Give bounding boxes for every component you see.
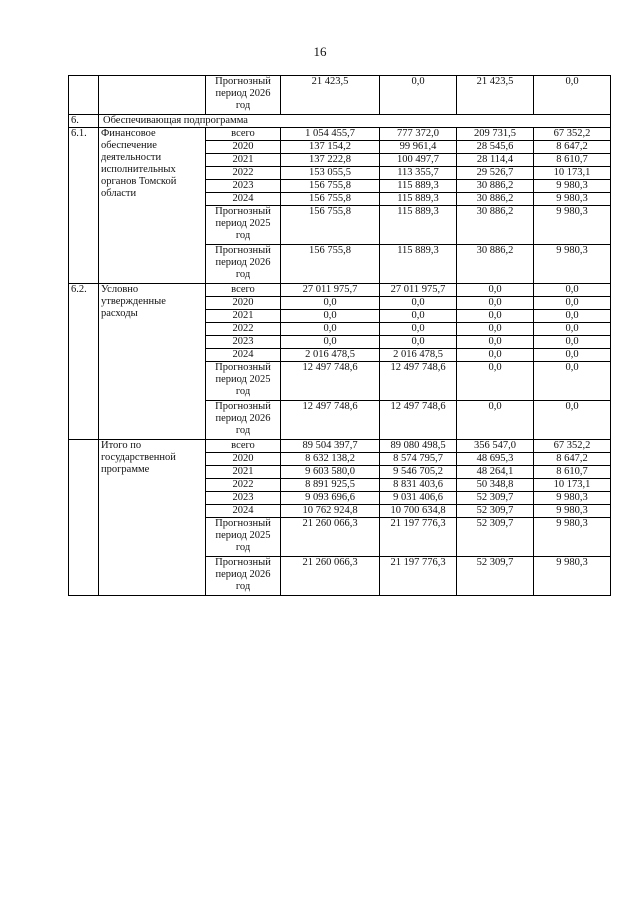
value-cell: 0,0: [534, 310, 611, 323]
value-cell: 137 154,2: [281, 141, 380, 154]
value-cell: 9 980,3: [534, 180, 611, 193]
value-cell: 10 700 634,8: [380, 505, 457, 518]
value-cell: 156 755,8: [281, 206, 380, 245]
value-cell: 12 497 748,6: [281, 401, 380, 440]
value-cell: 9 980,3: [534, 193, 611, 206]
period-cell: 2023: [206, 180, 281, 193]
period-cell: всего: [206, 284, 281, 297]
row-number: 6.2.: [69, 284, 99, 440]
value-cell: 21 423,5: [281, 76, 380, 115]
value-cell: 156 755,8: [281, 245, 380, 284]
value-cell: 21 197 776,3: [380, 518, 457, 557]
value-cell: 0,0: [380, 310, 457, 323]
value-cell: 50 348,8: [457, 479, 534, 492]
row-number: [69, 440, 99, 596]
period-cell: Прогнозный период 2026 год: [206, 401, 281, 440]
value-cell: 356 547,0: [457, 440, 534, 453]
value-cell: 0,0: [534, 323, 611, 336]
table-row: [69, 128, 611, 141]
value-cell: 8 831 403,6: [380, 479, 457, 492]
value-cell: 9 980,3: [534, 505, 611, 518]
period-cell: 2021: [206, 310, 281, 323]
section-row: [69, 115, 611, 128]
period-cell: Прогнозный период 2026 год: [206, 76, 281, 115]
value-cell: 8 647,2: [534, 453, 611, 466]
program-name: Финансовое обеспечение деятельности исполнительных органов Томской области: [99, 128, 206, 284]
value-cell: 2 016 478,5: [281, 349, 380, 362]
value-cell: 89 504 397,7: [281, 440, 380, 453]
value-cell: 0,0: [457, 323, 534, 336]
value-cell: 0,0: [534, 349, 611, 362]
period-cell: 2024: [206, 505, 281, 518]
value-cell: 48 695,3: [457, 453, 534, 466]
value-cell: 137 222,8: [281, 154, 380, 167]
value-cell: 12 497 748,6: [281, 362, 380, 401]
value-cell: 89 080 498,5: [380, 440, 457, 453]
value-cell: 8 574 795,7: [380, 453, 457, 466]
value-cell: 67 352,2: [534, 440, 611, 453]
value-cell: 156 755,8: [281, 193, 380, 206]
value-cell: 21 423,5: [457, 76, 534, 115]
value-cell: 9 980,3: [534, 492, 611, 505]
value-cell: 0,0: [457, 336, 534, 349]
value-cell: 9 093 696,6: [281, 492, 380, 505]
value-cell: 27 011 975,7: [380, 284, 457, 297]
value-cell: 115 889,3: [380, 193, 457, 206]
value-cell: 30 886,2: [457, 245, 534, 284]
value-cell: 0,0: [380, 297, 457, 310]
period-cell: 2023: [206, 492, 281, 505]
period-cell: Прогнозный период 2025 год: [206, 518, 281, 557]
period-cell: 2022: [206, 323, 281, 336]
value-cell: 156 755,8: [281, 180, 380, 193]
value-cell: 8 647,2: [534, 141, 611, 154]
period-cell: 2021: [206, 154, 281, 167]
section-title: Обеспечивающая подпрограмма: [99, 115, 611, 128]
value-cell: 10 173,1: [534, 167, 611, 180]
value-cell: 30 886,2: [457, 180, 534, 193]
value-cell: 8 610,7: [534, 466, 611, 479]
value-cell: 0,0: [457, 310, 534, 323]
table-row: [69, 76, 611, 115]
program-name: Итого по государственной программе: [99, 440, 206, 596]
row-number: 6.1.: [69, 128, 99, 284]
value-cell: 28 545,6: [457, 141, 534, 154]
value-cell: 0,0: [380, 323, 457, 336]
value-cell: 28 114,4: [457, 154, 534, 167]
value-cell: 29 526,7: [457, 167, 534, 180]
value-cell: 52 309,7: [457, 505, 534, 518]
value-cell: 9 980,3: [534, 518, 611, 557]
value-cell: 8 891 925,5: [281, 479, 380, 492]
value-cell: 0,0: [281, 297, 380, 310]
value-cell: 100 497,7: [380, 154, 457, 167]
value-cell: 209 731,5: [457, 128, 534, 141]
program-name: [99, 76, 206, 115]
value-cell: 9 546 705,2: [380, 466, 457, 479]
value-cell: 0,0: [534, 336, 611, 349]
period-cell: 2024: [206, 193, 281, 206]
value-cell: 10 762 924,8: [281, 505, 380, 518]
value-cell: 10 173,1: [534, 479, 611, 492]
value-cell: 9 980,3: [534, 557, 611, 596]
value-cell: 8 610,7: [534, 154, 611, 167]
value-cell: 0,0: [281, 323, 380, 336]
period-cell: Прогнозный период 2026 год: [206, 557, 281, 596]
row-number: [69, 76, 99, 115]
value-cell: 9 980,3: [534, 206, 611, 245]
value-cell: 52 309,7: [457, 518, 534, 557]
value-cell: 115 889,3: [380, 180, 457, 193]
period-cell: 2020: [206, 453, 281, 466]
value-cell: 0,0: [534, 284, 611, 297]
value-cell: 777 372,0: [380, 128, 457, 141]
value-cell: 27 011 975,7: [281, 284, 380, 297]
value-cell: 1 054 455,7: [281, 128, 380, 141]
value-cell: 12 497 748,6: [380, 401, 457, 440]
value-cell: 0,0: [457, 362, 534, 401]
value-cell: 48 264,1: [457, 466, 534, 479]
value-cell: 0,0: [380, 76, 457, 115]
value-cell: 21 260 066,3: [281, 518, 380, 557]
period-cell: 2020: [206, 141, 281, 154]
period-cell: 2020: [206, 297, 281, 310]
period-cell: всего: [206, 128, 281, 141]
period-cell: Прогнозный период 2025 год: [206, 362, 281, 401]
table-row: [69, 284, 611, 297]
value-cell: 0,0: [534, 76, 611, 115]
period-cell: 2022: [206, 479, 281, 492]
value-cell: 9 980,3: [534, 245, 611, 284]
value-cell: 0,0: [457, 284, 534, 297]
value-cell: 52 309,7: [457, 557, 534, 596]
period-cell: 2023: [206, 336, 281, 349]
value-cell: 8 632 138,2: [281, 453, 380, 466]
value-cell: 113 355,7: [380, 167, 457, 180]
value-cell: 115 889,3: [380, 245, 457, 284]
value-cell: 30 886,2: [457, 193, 534, 206]
value-cell: 0,0: [534, 401, 611, 440]
value-cell: 2 016 478,5: [380, 349, 457, 362]
value-cell: 0,0: [380, 336, 457, 349]
page-number: 16: [313, 44, 327, 59]
value-cell: 0,0: [457, 297, 534, 310]
budget-table: [68, 75, 611, 596]
value-cell: 52 309,7: [457, 492, 534, 505]
section-number: 6.: [69, 115, 99, 128]
period-cell: 2024: [206, 349, 281, 362]
period-cell: Прогнозный период 2026 год: [206, 245, 281, 284]
value-cell: 99 961,4: [380, 141, 457, 154]
period-cell: всего: [206, 440, 281, 453]
value-cell: 21 197 776,3: [380, 557, 457, 596]
value-cell: 115 889,3: [380, 206, 457, 245]
value-cell: 21 260 066,3: [281, 557, 380, 596]
value-cell: 67 352,2: [534, 128, 611, 141]
value-cell: 0,0: [281, 336, 380, 349]
program-name: Условно утвержденные расходы: [99, 284, 206, 440]
value-cell: 30 886,2: [457, 206, 534, 245]
value-cell: 0,0: [457, 349, 534, 362]
value-cell: 12 497 748,6: [380, 362, 457, 401]
period-cell: 2022: [206, 167, 281, 180]
value-cell: 153 055,5: [281, 167, 380, 180]
value-cell: 0,0: [281, 310, 380, 323]
value-cell: 0,0: [534, 297, 611, 310]
value-cell: 9 603 580,0: [281, 466, 380, 479]
value-cell: 9 031 406,6: [380, 492, 457, 505]
table-row: [69, 440, 611, 453]
period-cell: Прогнозный период 2025 год: [206, 206, 281, 245]
period-cell: 2021: [206, 466, 281, 479]
value-cell: 0,0: [534, 362, 611, 401]
value-cell: 0,0: [457, 401, 534, 440]
